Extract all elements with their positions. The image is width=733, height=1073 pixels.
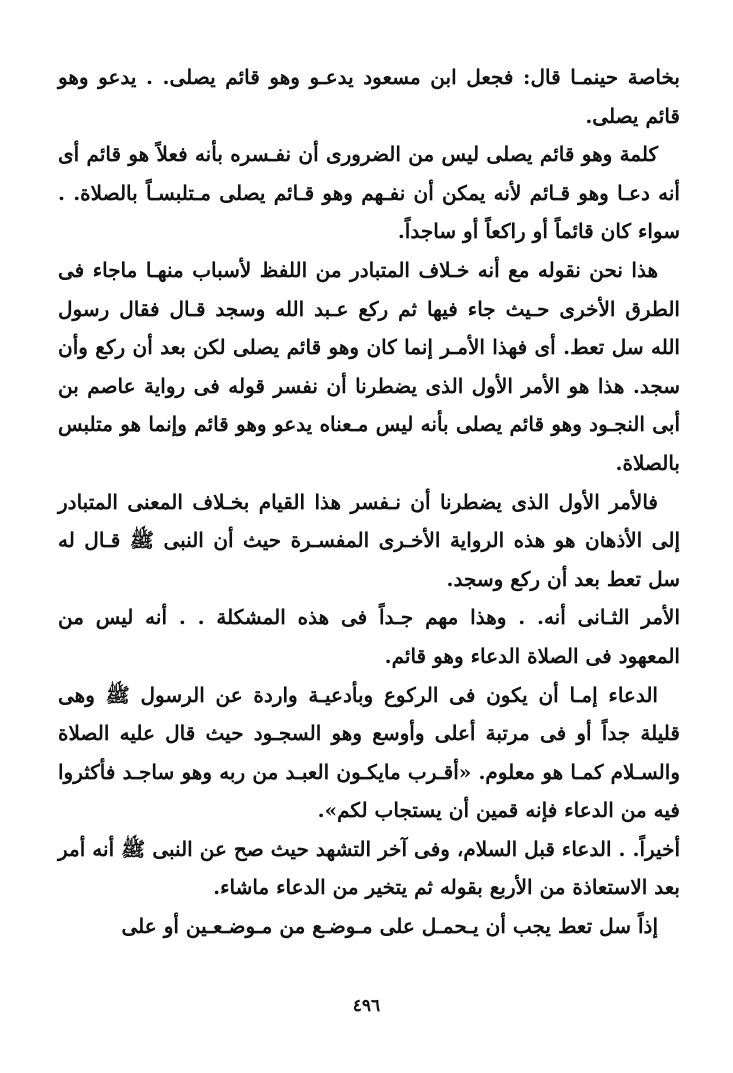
page-number: ٤٩٦ [352, 996, 381, 1016]
paragraph-5: الأمر الثـانى أنه. . وهذا مهم جـداً فى هذه المشكلة . . أنه ليس من المعهود فى الصلاة الدعاء وهو قائم. [58, 605, 680, 668]
paragraph-2: كلمة وهو قائم يصلى ليس من الضرورى أن نفـسره بأنه فعلاً هو قائم أى أنه دعـا وهو قـائم لأنه يمكن أن نفـهم وهو قـائم يصلى مـتلبسـاً بالصلاة. . سواء كان قائماً أو راكعاً أو ساجداً. [58, 142, 680, 244]
page-body [58, 58, 680, 946]
paragraph-7: أخيراً. . الدعاء قبل السلام، وفى آخر التشهد حيث صح عن النبى ﷺ أنه أمر بعد الاستعاذة من الأربع بقوله ثم يتخير من الدعاء ماشاء. [58, 836, 680, 900]
paragraph-1: بخاصة حينمـا قال: فجعل ابن مسعود يدعـو وهو قائم يصلى. . يدعو وهو قائم يصلى. [58, 65, 680, 128]
paragraph-6: الدعاء إمـا أن يكون فى الركوع وبأدعيـة واردة عن الرسول ﷺ وهى قليلة جداً أو فى مرتبة أعلى وأوسع وهو السجـود حيث قال عليه الصلاة والسـلام كمـا هو معلوم. «أقـرب مايكـون العبـد من ربه وهو ساجـد فأكثروا فيه من الدعاء فإنه قمين أن يستجاب لكم». [58, 682, 680, 823]
paragraph-3: هذا نحن نقوله مع أنه خـلاف المتبادر من اللفظ لأسباب منهـا ماجاء فى الطرق الأخرى حـيث جاء فيها ثم ركع عـبد الله وسجد قـال فقال رسول الله سل تعط. أى فهذا الأمـر إنما كان وهو قائم يصلى لكن بعد أن ركع وأن سجد. هذا هو الأمر الأول الذى يضطرنا أن نفسر قوله فى رواية عاصم بن أبى النجـود وهو قائم يصلى بأنه ليس مـعناه يدعو وهو قائم وإنما هو متلبس بالصلاة. [58, 257, 680, 475]
paragraph-4: فالأمر الأول الذى يضطرنا أن نـفسر هذا القيام بخـلاف المعنى المتبادر إلى الأذهان هو هذه الرواية الأخـرى المفسـرة حيث أن النبى ﷺ قـال له سل تعط بعد أن ركع وسجد. [58, 489, 680, 591]
paragraph-8: إذاً سل تعط يجب أن يـحمـل على مـوضـع من مـوضـعـين أو على [121, 914, 658, 939]
